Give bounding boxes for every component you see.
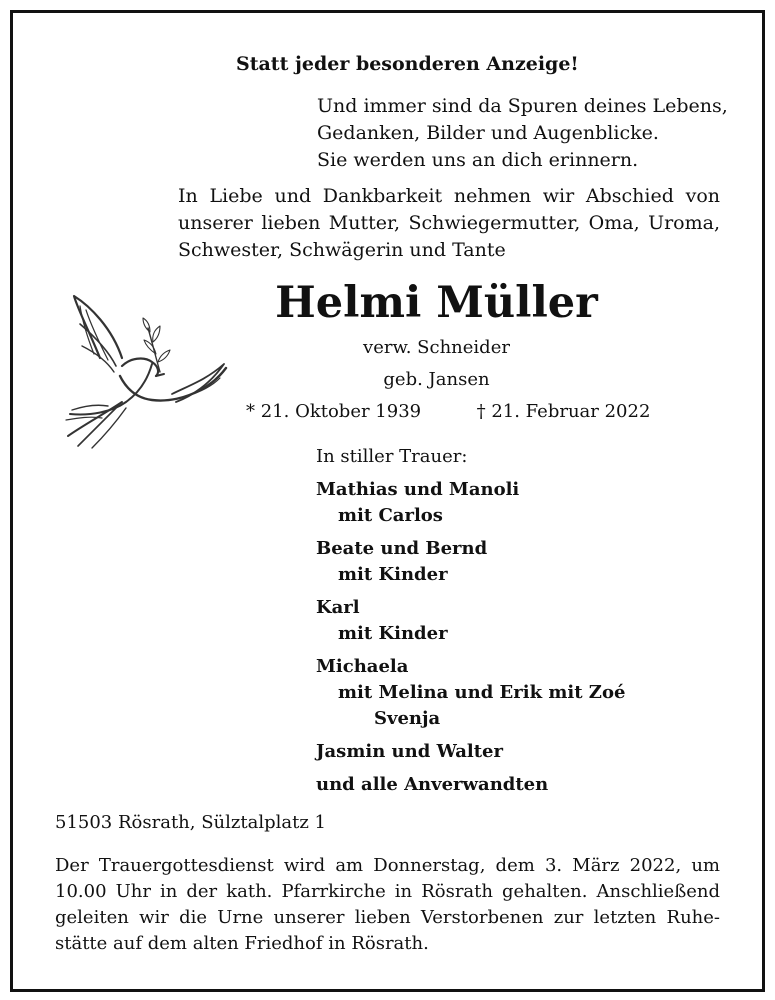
birth-name: geb. Jansen: [383, 369, 490, 390]
service-line: 10.00 Uhr in der kath. Pfarrkirche in Rösrath gehalten. Anschließend: [55, 881, 720, 902]
mourner-line: Svenja: [374, 708, 441, 729]
mourner-line: Mathias und Manoli: [316, 479, 520, 500]
mourners-heading: In stiller Trauer:: [316, 446, 468, 467]
address: 51503 Rösrath, Sülztalplatz 1: [55, 812, 327, 833]
mourner-line: mit Melina und Erik mit Zoé: [338, 682, 626, 703]
service-text: [55, 853, 720, 957]
intro-text: [178, 183, 720, 264]
poem: [317, 93, 728, 174]
intro-line: In Liebe und Dankbarkeit nehmen wir Abschied von: [178, 185, 720, 207]
poem-line: Und immer sind da Spuren deines Lebens,: [317, 95, 728, 117]
service-line: Der Trauergottesdienst wird am Donnerstag, dem 3. März 2022, um: [55, 855, 720, 876]
mourner-line: Jasmin und Walter: [316, 741, 503, 762]
intro-line: unserer lieben Mutter, Schwiegermutter, Oma, Uroma,: [178, 212, 720, 234]
life-dates: [246, 401, 650, 422]
mourner-line: und alle Anverwandten: [316, 774, 549, 795]
birth-date: * 21. Oktober 1939: [246, 401, 422, 422]
mourner-line: Karl: [316, 597, 360, 618]
mourner-line: mit Carlos: [338, 505, 443, 526]
intro-line: Schwester, Schwägerin und Tante: [178, 239, 506, 261]
mourner-line: mit Kinder: [338, 564, 448, 585]
widowed-name: verw. Schneider: [363, 337, 510, 358]
death-date: † 21. Februar 2022: [476, 401, 651, 422]
mourners-list: [316, 444, 625, 805]
service-line: stätte auf dem alten Friedhof in Rösrath.: [55, 933, 429, 954]
poem-line: Sie werden uns an dich erinnern.: [317, 149, 639, 171]
mourner-line: Michaela: [316, 656, 409, 677]
poem-line: Gedanken, Bilder und Augenblicke.: [317, 122, 659, 144]
service-line: geleiten wir die Urne unserer lieben Verstorbenen zur letzten Ruhe-: [55, 907, 720, 928]
deceased-name: Helmi Müller: [275, 278, 598, 328]
mourner-line: mit Kinder: [338, 623, 448, 644]
mourner-line: Beate und Bernd: [316, 538, 488, 559]
headline: Statt jeder besonderen Anzeige!: [236, 53, 579, 75]
mourner-groups: [316, 477, 625, 805]
